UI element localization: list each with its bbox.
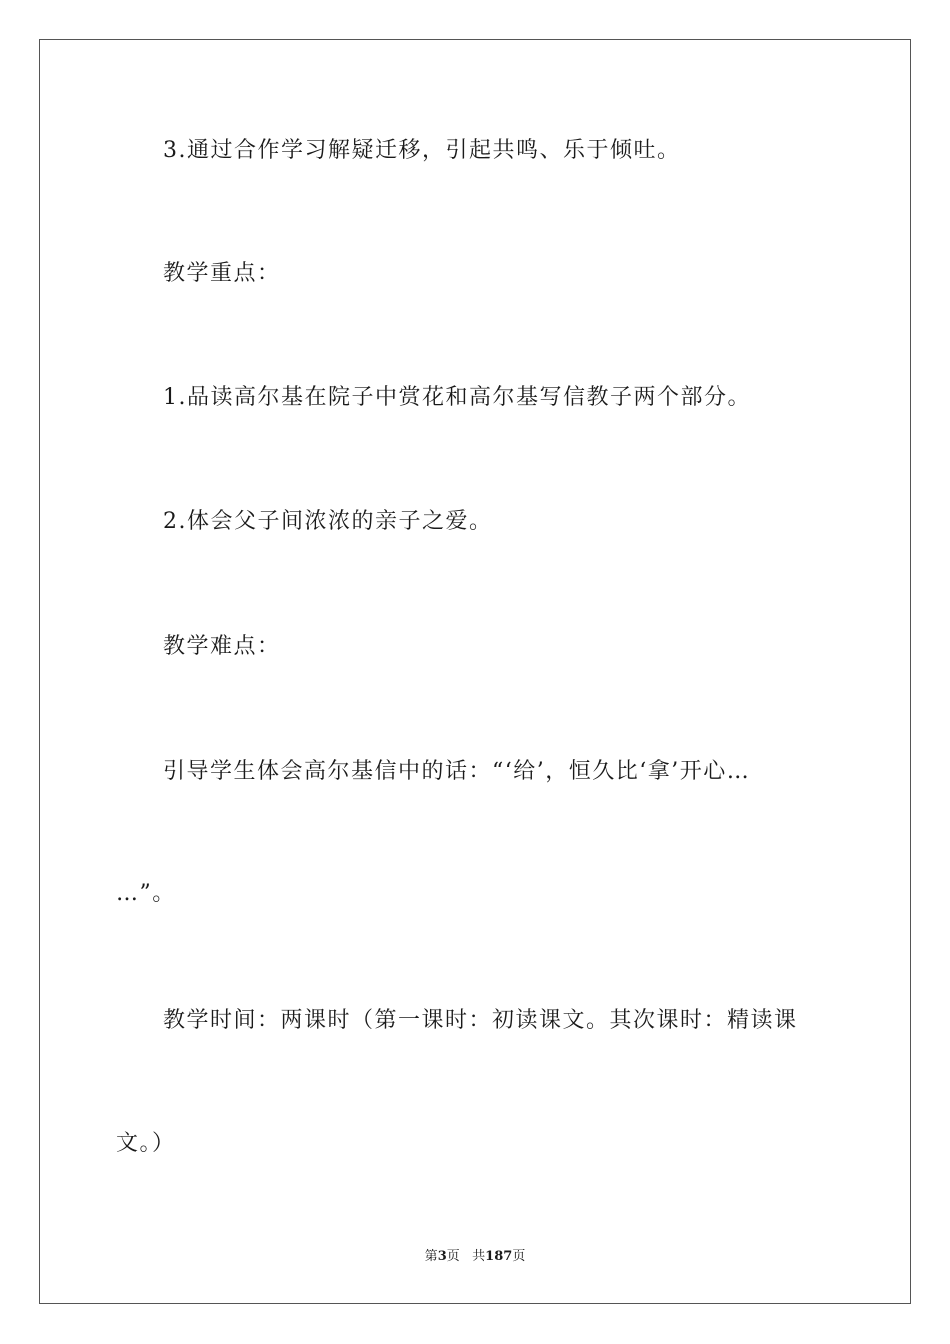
footer-page-suffix: 页 <box>446 1249 460 1264</box>
footer-total-suffix: 页 <box>512 1249 526 1264</box>
page-border <box>39 39 911 1304</box>
footer-prefix: 第 <box>424 1249 438 1264</box>
difficulty-text: 引导学生体会高尔基信中的话：“‘给’，恒久比‘拿’开心… <box>163 759 751 784</box>
difficulty-text-continued: …”。 <box>116 881 176 906</box>
key-point-2: 2.体会父子间浓浓的亲子之爱。 <box>163 509 493 534</box>
difficulty-heading: 教学难点： <box>163 634 281 659</box>
footer-page-number: 3 <box>437 1249 447 1264</box>
footer-total-prefix: 共 <box>472 1249 486 1264</box>
key-point-1: 1.品读高尔基在院子中赏花和高尔基写信教子两个部分。 <box>163 385 751 410</box>
key-points-heading: 教学重点： <box>163 261 281 286</box>
objective-3: 3.通过合作学习解疑迁移，引起共鸣、乐于倾吐。 <box>163 138 681 163</box>
teaching-time: 教学时间：两课时（第一课时：初读课文。其次课时：精读课 <box>163 1008 798 1033</box>
teaching-time-continued: 文。） <box>116 1131 176 1156</box>
footer-total-pages: 187 <box>485 1249 513 1264</box>
page-footer <box>0 1248 950 1266</box>
